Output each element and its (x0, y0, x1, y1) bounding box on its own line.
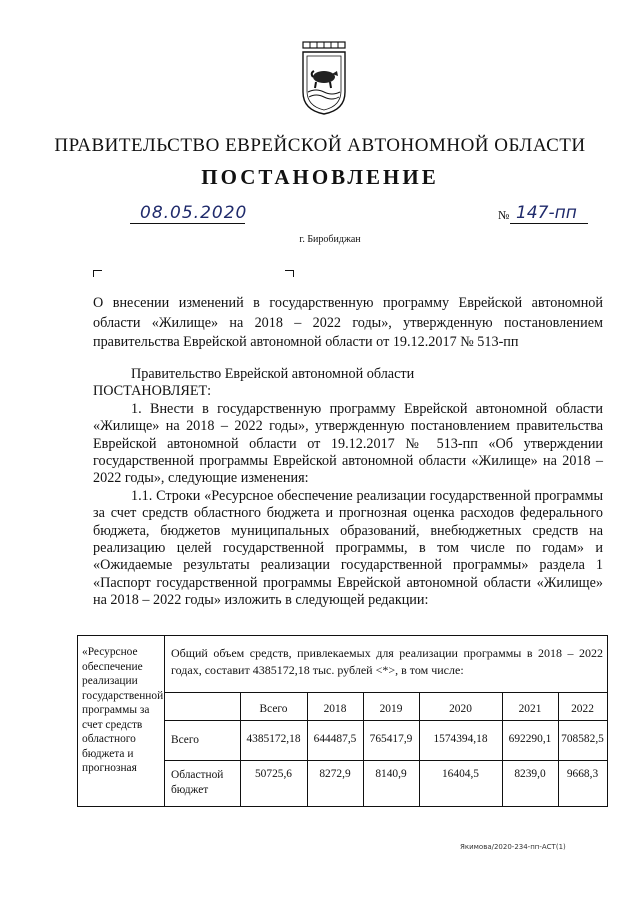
issuer: Правительство Еврейской автономной области (131, 366, 415, 382)
item-1: 1. Внести в государственную программу Еврейской автономной области «Жилище» на 2018 – 2022 годы», утвержденную постановлением правительства Еврейской автономной области от 19.12.2017 № 513-пп «Об утверждении государственной программы Еврейской автономной области «Жилище» на 2018 – 2022 годы», следующие изменения: (93, 400, 603, 487)
document-date: 08.05.2020 (140, 203, 248, 223)
footer-code: Якимова/2020-234-пп-АСТ(1) (460, 843, 566, 851)
table-cell: 765417,9 (369, 733, 413, 745)
header-cell: 2021 (518, 703, 542, 715)
table-cell: 8239,0 (514, 768, 546, 780)
title-corner-left (93, 270, 102, 277)
header-cell: 2018 (323, 703, 347, 715)
table-cell: 8140,9 (375, 768, 407, 780)
resolves: ПОСТАНОВЛЯЕТ: (93, 383, 212, 400)
document-body (93, 366, 603, 610)
date-underline (130, 223, 245, 224)
header-cell: 2020 (449, 703, 472, 715)
grid-line (607, 636, 608, 806)
header-cell: Всего (259, 703, 288, 715)
government-name: ПРАВИТЕЛЬСТВО ЕВРЕЙСКОЙ АВТОНОМНОЙ ОБЛАСТИ (54, 135, 586, 156)
row-label: Всего (171, 734, 199, 746)
item-1-1: 1.1. Строки «Ресурсное обеспечение реализации государственной программы за счет средств областного бюджета и прогнозная оценка расходов федерального бюджета, бюджетов муниципальных образований, внебюджетных средств на реализацию целей государственной программы, в том числе по годам» и «Ожидаемые результаты реализации государственной программы» раздела 1 «Паспорт государственной программы Еврейской автономной области «Жилище» на 2018 – 2022 годы» изложить в следующей редакции: (93, 487, 603, 609)
table-cell: 692290,1 (508, 733, 552, 745)
table-cell: 50725,6 (254, 768, 293, 780)
number-underline (510, 223, 588, 224)
table-intro: Общий объем средств, привлекаемых для реализации программы в 2018 – 2022 годах, составит 4385172,18 тыс. рублей <*>, в том числе: (171, 646, 603, 677)
document-number: 147-пп (516, 203, 577, 223)
header-cell: 2022 (571, 703, 594, 715)
grid-line (165, 760, 607, 761)
table-cell: 644487,5 (313, 733, 357, 745)
table-cell: 8272,9 (319, 768, 351, 780)
table-cell: 4385172,18 (246, 733, 301, 745)
coat-of-arms-icon (300, 40, 348, 116)
document-title (93, 294, 603, 353)
row-label: Областной бюджет (171, 769, 224, 796)
number-label: № (498, 208, 510, 222)
document-type: ПОСТАНОВЛЕНИЕ (201, 165, 439, 189)
resource-table (77, 635, 608, 807)
table-cell: 708582,5 (561, 733, 604, 745)
title-corner-right (285, 270, 294, 277)
header-cell: 2019 (379, 703, 403, 715)
city: г. Биробиджан (299, 234, 361, 245)
table-cell: 16404,5 (441, 768, 480, 780)
table-cell: 9668,3 (566, 768, 599, 780)
grid-line (165, 720, 607, 721)
intro-divider (165, 692, 607, 693)
table-cell: 1574394,18 (433, 733, 488, 745)
title-text: О внесении изменений в государственную программу Еврейской автономной области «Жилище» на 2018 – 2022 годы», утвержденную постановлением правительства Еврейской автономной области от 19.12.2017 № 513-пп (93, 295, 603, 350)
table-left-cell: «Ресурсное обеспечение реализации государственной программы за счет средств областного бюджета и прогнозная (78, 636, 165, 806)
